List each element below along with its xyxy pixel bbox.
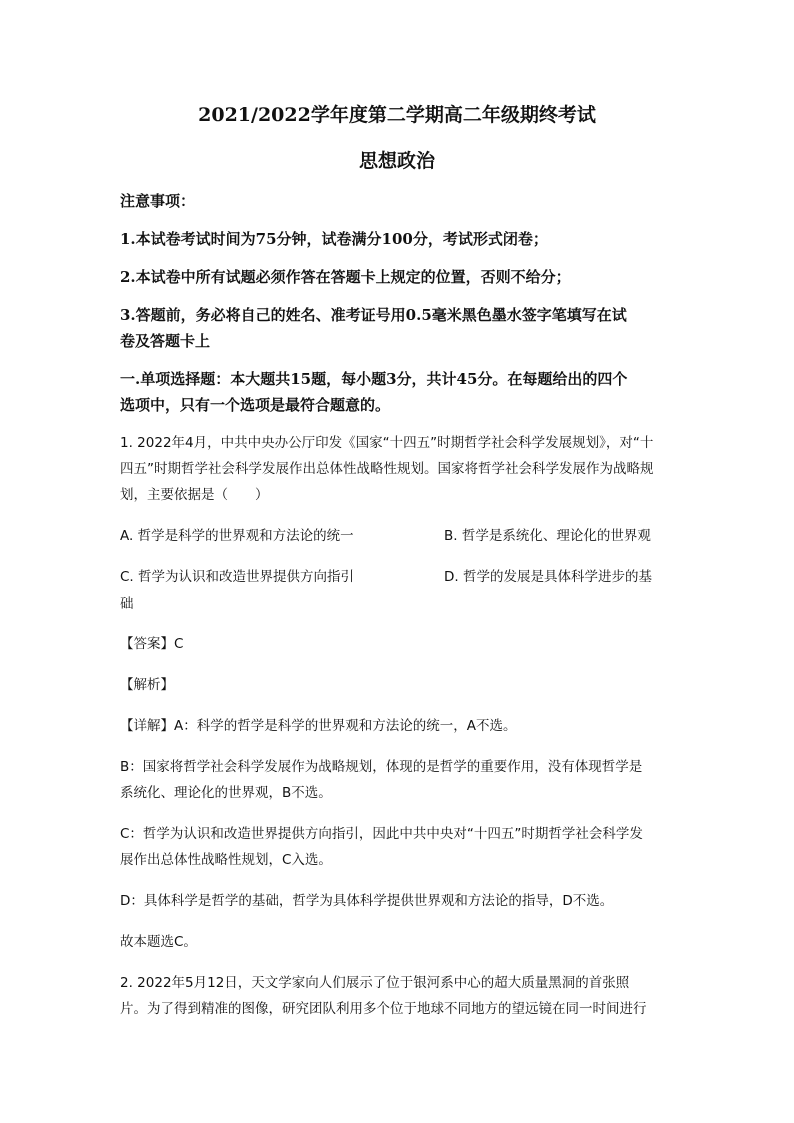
section-heading-line-2: 选项中，只有一个选项是最符合题意的。 [120, 396, 391, 414]
q1-detail-c-line-2: 展作出总体性战略性规划，C入选。 [120, 852, 332, 868]
subject-title: 思想政治 [358, 150, 435, 172]
q1-option-a: A. 哲学是科学的世界观和方法论的统一 [120, 528, 354, 544]
notice-item-3-line-1: 3.答题前，务必将自己的姓名、准考证号用0.5毫米黑色墨水签字笔填写在试 [120, 306, 627, 324]
q1-analysis-label: 【解析】 [120, 677, 174, 693]
q2-stem-line-2: 片。为了得到精准的图像，研究团队利用多个位于地球不同地方的望远镜在同一时间进行 [120, 1001, 647, 1017]
q1-detail-b-line-2: 系统化、理论化的世界观，B不选。 [120, 785, 332, 801]
q1-answer: 【答案】C [120, 636, 184, 652]
notice-item-3-line-2: 卷及答题卡上 [120, 332, 211, 350]
q1-option-c: C. 哲学为认识和改造世界提供方向指引 [120, 569, 355, 585]
q1-detail-a: 【详解】A：科学的哲学是科学的世界观和方法论的统一，A不选。 [120, 718, 517, 734]
q1-option-d-line-2: 础 [120, 596, 134, 612]
q1-option-b: B. 哲学是系统化、理论化的世界观 [444, 528, 651, 544]
q1-conclusion: 故本题选C。 [120, 934, 197, 950]
q1-detail-b-line-1: B：国家将哲学社会科学发展作为战略规划，体现的是哲学的重要作用，没有体现哲学是 [120, 759, 643, 775]
q1-detail-d: D：具体科学是哲学的基础，哲学为具体科学提供世界观和方法论的指导，D不选。 [120, 893, 614, 909]
notice-item-1: 1.本试卷考试时间为75分钟，试卷满分100分，考试形式闭卷； [120, 230, 548, 248]
q1-stem-line-3: 划，主要依据是（ ） [120, 487, 269, 503]
notice-item-2: 2.本试卷中所有试题必须作答在答题卡上规定的位置，否则不给分； [120, 268, 571, 286]
q1-stem-line-2: 四五”时期哲学社会科学发展作出总体性战略性规划。国家将哲学社会科学发展作为战略规 [120, 461, 654, 477]
q1-option-d-line-1: D. 哲学的发展是具体科学进步的基 [444, 569, 652, 585]
q2-stem-line-1: 2. 2022年5月12日，天文学家向人们展示了位于银河系中心的超大质量黑洞的首张照 [120, 975, 630, 991]
q1-stem-line-1: 1. 2022年4月，中共中央办公厅印发《国家“十四五”时期哲学社会科学发展规划》，对“十 [120, 435, 654, 451]
notice-heading: 注意事项： [120, 192, 196, 210]
exam-title: 2021/2022学年度第二学期高二年级期终考试 [198, 104, 596, 126]
section-heading-line-1: 一.单项选择题：本大题共15题，每小题3分，共计45分。在每题给出的四个 [120, 370, 628, 388]
q1-detail-c-line-1: C：哲学为认识和改造世界提供方向指引，因此中共中央对“十四五”时期哲学社会科学发 [120, 826, 643, 842]
